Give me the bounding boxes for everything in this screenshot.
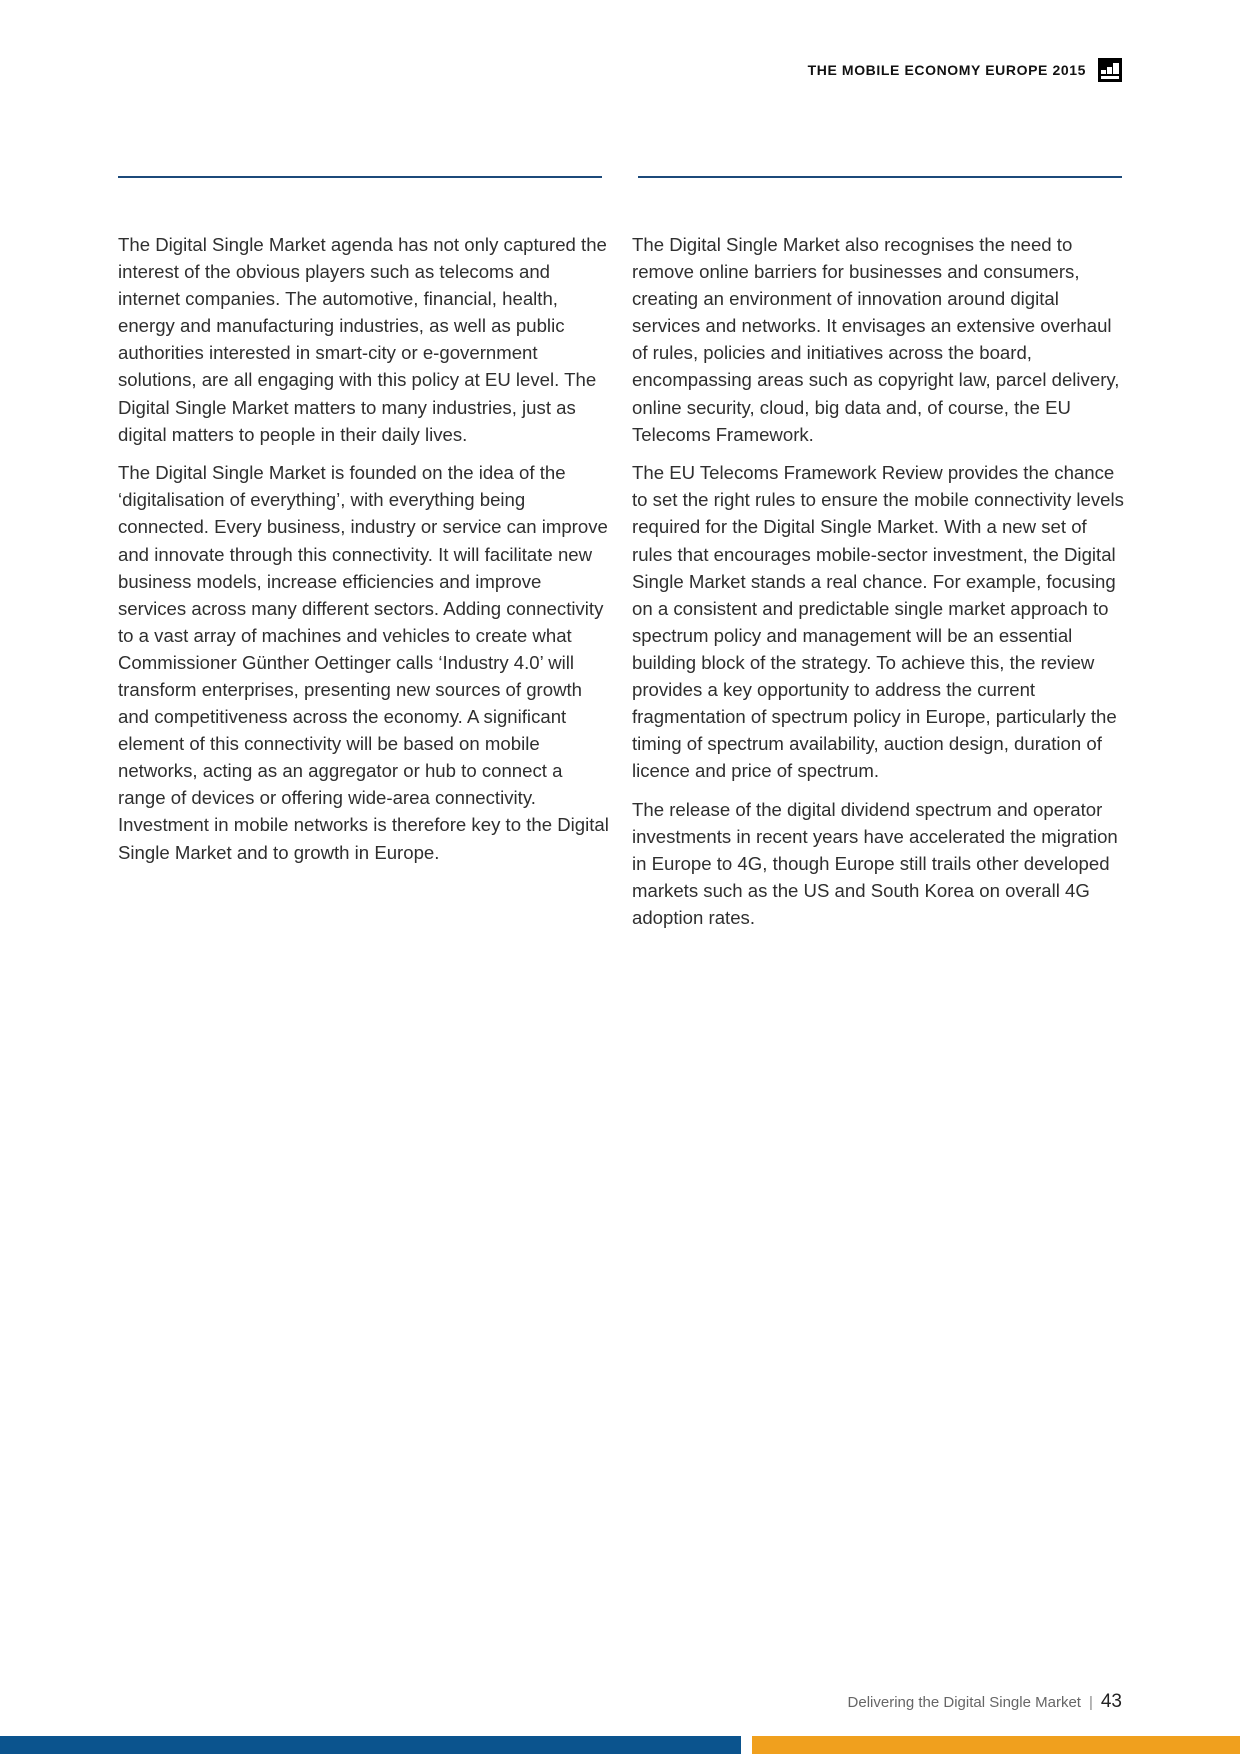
footer-bar-blue <box>0 1736 741 1754</box>
page-footer <box>848 1691 1122 1713</box>
gsma-logo-icon <box>1098 58 1122 82</box>
paragraph: The Digital Single Market agenda has not only captured the interest of the obvious players such as telecoms and internet companies. The automotive, financial, health, energy and manufacturing industries, as well as public authorities interested in smart-city or e-government solutions, are all engaging with this policy at EU level. The Digital Single Market matters to many industries, just as digital matters to people in their daily lives. <box>118 234 607 445</box>
report-title: THE MOBILE ECONOMY EUROPE 2015 <box>807 62 1086 78</box>
right-text-column <box>632 231 1124 943</box>
left-text-column <box>118 231 610 877</box>
paragraph: The Digital Single Market also recognises the need to remove online barriers for businesses and consumers, creating an environment of innovation around digital services and networks. It envisages an extensive overhaul of rules, policies and initiatives across the board, encompassing areas such as copyright law, parcel delivery, online security, cloud, big data and, of course, the EU Telecoms Framework. <box>632 234 1120 445</box>
page-header <box>808 58 1122 82</box>
right-column-divider <box>638 176 1122 178</box>
page-number: 43 <box>1100 1691 1122 1712</box>
paragraph: The EU Telecoms Framework Review provides the chance to set the right rules to ensure the mobile connectivity levels required for the Digital Single Market. With a new set of rules that encourages mobile-sector investment, the Digital Single Market stands a real chance. For example, focusing on a consistent and predictable single market approach to spectrum policy and management will be an essential building block of the strategy. To achieve this, the review provides a key opportunity to address the current fragmentation of spectrum policy in Europe, particularly the timing of spectrum availability, auction design, duration of licence and price of spectrum. <box>632 462 1124 782</box>
paragraph: The release of the digital dividend spectrum and operator investments in recent years have accelerated the migration in Europe to 4G, though Europe still trails other developed markets such as the US and South Korea on overall 4G adoption rates. <box>632 798 1118 929</box>
section-title: Delivering the Digital Single Market <box>847 1694 1081 1711</box>
footer-bar-orange <box>752 1736 1240 1754</box>
paragraph: The Digital Single Market is founded on the idea of the ‘digitalisation of everything’, with everything being connected. Every business, industry or service can improve and innovate through this connectivity. It will facilitate new business models, increase efficiencies and improve services across many different sectors. Adding connectivity to a vast array of machines and vehicles to create what Commissioner Günther Oettinger calls ‘Industry 4.0’ will transform enterprises, presenting new sources of growth and competitiveness across the economy. A significant element of this connectivity will be based on mobile networks, acting as an aggregator or hub to connect a range of devices or offering wide-area connectivity. Investment in mobile networks is therefore key to the Digital Single Market and to growth in Europe. <box>118 462 609 863</box>
footer-separator: | <box>1088 1694 1093 1711</box>
left-column-divider <box>118 176 602 178</box>
